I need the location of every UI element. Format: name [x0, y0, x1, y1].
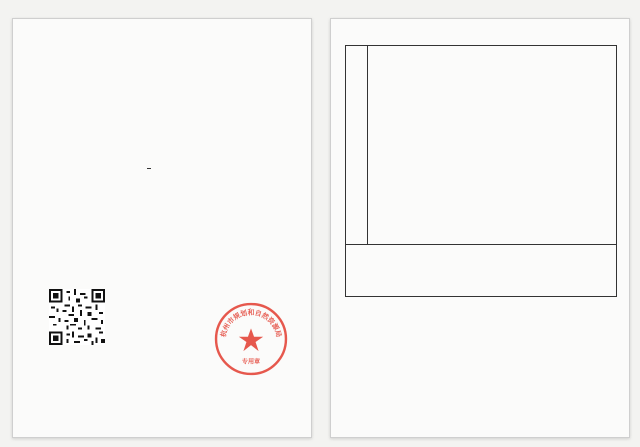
attachments-section — [346, 244, 616, 296]
certificate-number — [147, 158, 151, 168]
certificate-back — [330, 18, 630, 438]
certificate-front — [12, 18, 312, 438]
basic-info-side-label — [346, 46, 368, 244]
basic-info-table — [345, 45, 617, 297]
svg-text:专用章: 专用章 — [241, 358, 261, 366]
qr-code-icon — [49, 289, 105, 345]
cert-number-value — [147, 158, 151, 169]
official-seal-icon — [213, 301, 289, 377]
svg-text:杭州市规划和自然资源局: 杭州市规划和自然资源局 — [219, 308, 283, 339]
